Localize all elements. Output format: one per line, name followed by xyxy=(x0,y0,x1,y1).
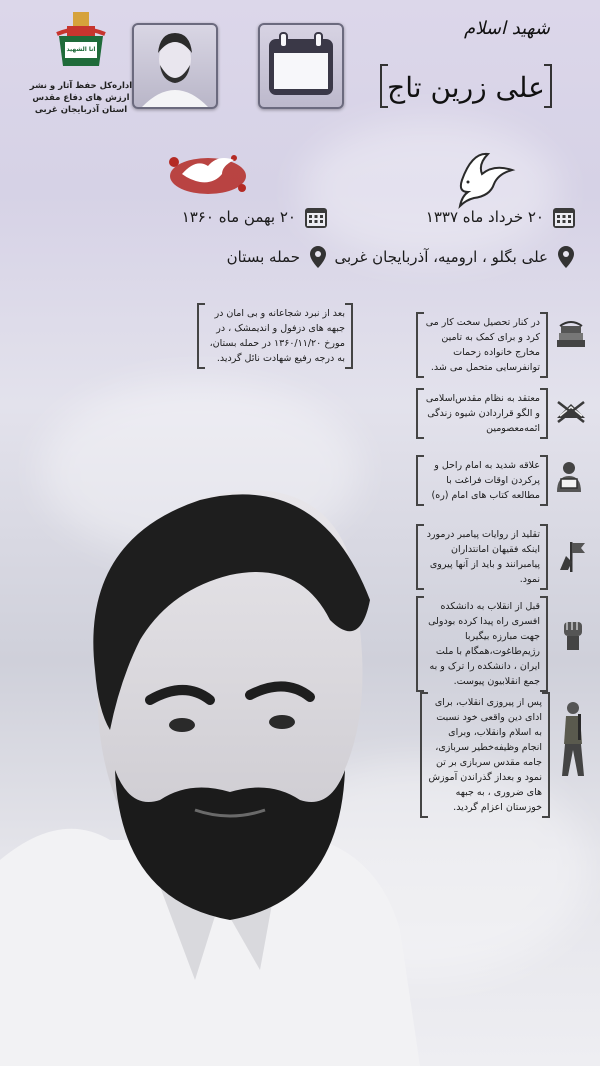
organization-caption-line: ارزش های دفاع مقدس xyxy=(32,93,130,103)
martyrdom-text: بعد از نبرد شجاعانه و بی امان در جبهه های دزفول و اندیمشک ، در مورخ ۱۳۶۰/۱۱/۲۰ در حمله بستان، به درجه رفیع شهادت نائل گردید. xyxy=(209,308,345,364)
bracket-left xyxy=(380,64,388,108)
martyr-name: علی زرین تاج xyxy=(387,70,545,104)
soldier-icon xyxy=(558,700,588,780)
location-pin-icon xyxy=(556,245,576,269)
quran-icon xyxy=(554,392,588,426)
organization-caption xyxy=(22,80,140,116)
timeline-item xyxy=(416,455,548,506)
background-cloud xyxy=(300,120,560,260)
flag-hand-icon xyxy=(554,540,588,574)
birth-place: علی بگلو ، ارومیه، آذربایجان غربی xyxy=(334,248,548,266)
timeline-item-text: تقلید از روایات پیامبر درمورد اینکه فقیهان امانتداران پیامبرانند و باید از آنها پیروی نمود. xyxy=(426,529,540,585)
bracket-right xyxy=(544,64,552,108)
timeline-item xyxy=(416,388,548,439)
timeline-item-text: معتقد به نظام مقدس‌اسلامی و الگو قراردادن شیوه زندگی ائمه‌معصومین xyxy=(425,393,540,434)
martyrdom-text-box xyxy=(197,303,353,369)
reader-icon xyxy=(552,460,586,494)
emblem-icon xyxy=(53,10,109,72)
death-date: ۲۰ بهمن ماه ۱۳۶۰ xyxy=(181,208,296,226)
timeline-item-text: علاقه شدید به امام راحل و پرکردن اوقات فراغت با مطالعه کتاب های امام (ره) xyxy=(431,460,540,501)
timeline-item xyxy=(420,692,550,818)
martyr-label: شهید اسلام xyxy=(464,18,550,39)
timeline-item xyxy=(416,312,548,378)
books-icon xyxy=(554,318,588,352)
timeline-item xyxy=(416,524,548,590)
organization-caption-line: استان آذربایجان غربی xyxy=(34,105,128,115)
timeline-item xyxy=(416,596,548,692)
martyr-portrait xyxy=(0,480,420,1066)
birth-date: ۲۰ خرداد ماه ۱۳۳۷ xyxy=(425,208,544,226)
birth-place-row xyxy=(335,245,576,269)
location-pin-icon xyxy=(308,245,328,269)
organization-caption-line: اداره‌کل حفظ آثار و نشر xyxy=(29,81,133,91)
birth-date-row xyxy=(426,205,576,229)
timeline-item-text: در کنار تحصیل سخت کار می کرد و برای کمک به تامین مخارج خانواده زحمات توانفرسایی متحمل می شد. xyxy=(425,317,540,373)
organization-logo xyxy=(22,10,140,116)
calendar-graphic xyxy=(258,23,344,109)
fist-icon xyxy=(558,618,588,652)
timeline-item-text: قبل از انقلاب به دانشکده افسری راه پیدا کرده بودولی جهت مبارزه بیگیربا رژیم‌طاغوت،همگام با ملت ایران ، دانشکده را ترک و به جمع انقلابیون پیوست. xyxy=(428,601,540,687)
portrait-thumbnail xyxy=(132,23,218,109)
death-operation: حمله بستان xyxy=(226,248,300,266)
death-date-row xyxy=(182,205,328,229)
wounded-dove-icon xyxy=(164,148,252,200)
death-operation-row xyxy=(227,245,328,269)
calendar-icon xyxy=(304,205,328,229)
martyr-name-box xyxy=(380,62,552,112)
emblem-text: انا الشهید xyxy=(66,46,96,53)
calendar-icon xyxy=(552,205,576,229)
timeline-item-text: پس از پیروزی انقلاب، برای ادای دین واقعی خود نسبت به اسلام وانقلاب، وبرای انجام وظیفه‌خطیر سربازی، جامه مقدس سربازی بر تن نمود و بعداز گذراندن آموزش های ضروری ، به جبهه خوزستان اعزام گردید. xyxy=(428,697,542,813)
dove-icon xyxy=(452,150,516,210)
